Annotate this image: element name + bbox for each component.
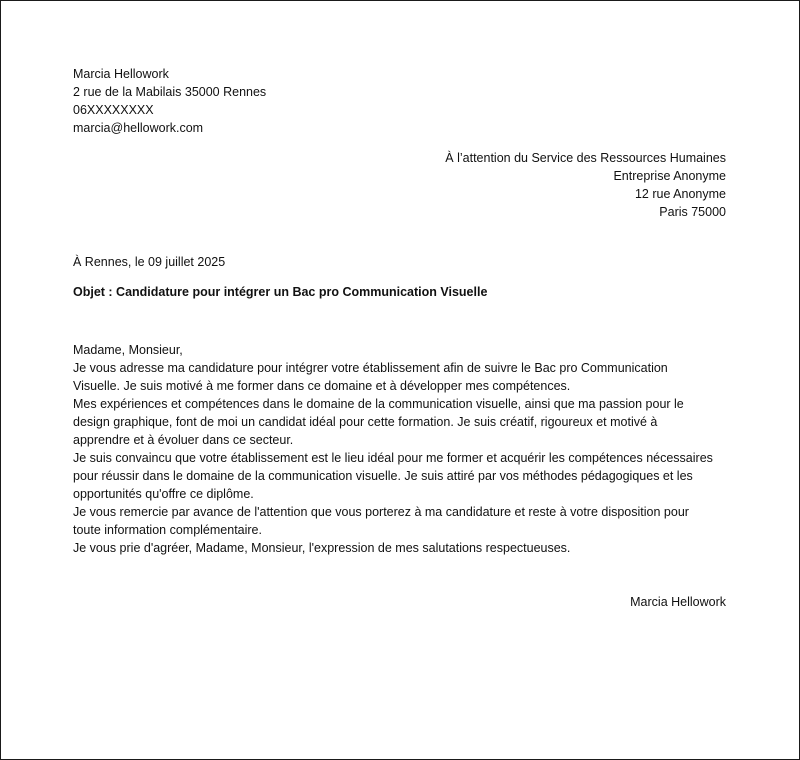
salutation: Madame, Monsieur, <box>73 343 183 357</box>
paragraph-line: Visuelle. Je suis motivé à me former dans ce domaine et à développer mes compétences. <box>73 379 571 393</box>
paragraph <box>73 449 726 503</box>
recipient-attention: À l’attention du Service des Ressources Humaines <box>445 151 726 165</box>
paragraph-line: opportunités qu'offre ce diplôme. <box>73 487 254 501</box>
paragraph-line: Je vous remercie par avance de l'attention que vous porterez à ma candidature et reste à votre disposition pour <box>73 505 689 519</box>
paragraph-line: pour réussir dans le domaine de la communication visuelle. Je suis attiré par vos méthodes pédagogiques et les <box>73 469 693 483</box>
paragraph <box>73 395 726 449</box>
sender-phone: 06XXXXXXXX <box>73 103 154 117</box>
paragraph-line: Je vous adresse ma candidature pour intégrer votre établissement afin de suivre le Bac pro Communication <box>73 361 668 375</box>
recipient-block <box>73 149 726 221</box>
paragraph-line: Je suis convaincu que votre établissement est le lieu idéal pour me former et acquérir les compétences nécessaires <box>73 451 713 465</box>
paragraph-line: apprendre et à évoluer dans ce secteur. <box>73 433 294 447</box>
recipient-city: Paris 75000 <box>659 205 726 219</box>
date-line: À Rennes, le 09 juillet 2025 <box>73 255 226 269</box>
paragraph-line: Mes expériences et compétences dans le domaine de la communication visuelle, ainsi que ma passion pour le <box>73 397 684 411</box>
paragraph <box>73 503 726 539</box>
paragraph <box>73 359 726 395</box>
sender-block <box>73 65 726 137</box>
signature: Marcia Hellowork <box>630 595 726 609</box>
recipient-company: Entreprise Anonyme <box>613 169 726 183</box>
recipient-street: 12 rue Anonyme <box>634 187 726 201</box>
paragraph-line: Je vous prie d'agréer, Madame, Monsieur, l'expression de mes salutations respectueuses. <box>73 541 571 555</box>
paragraph-line: toute information complémentaire. <box>73 523 262 537</box>
subject-line: Objet : Candidature pour intégrer un Bac pro Communication Visuelle <box>73 285 488 299</box>
sender-address: 2 rue de la Mabilais 35000 Rennes <box>73 85 267 99</box>
sender-email: marcia@hellowork.com <box>73 121 204 135</box>
closing-paragraph <box>73 539 726 557</box>
sender-name: Marcia Hellowork <box>73 67 169 81</box>
paragraph-line: design graphique, font de moi un candidat idéal pour cette formation. Je suis créatif, rigoureux et motivé à <box>73 415 658 429</box>
letter-body <box>73 65 726 611</box>
